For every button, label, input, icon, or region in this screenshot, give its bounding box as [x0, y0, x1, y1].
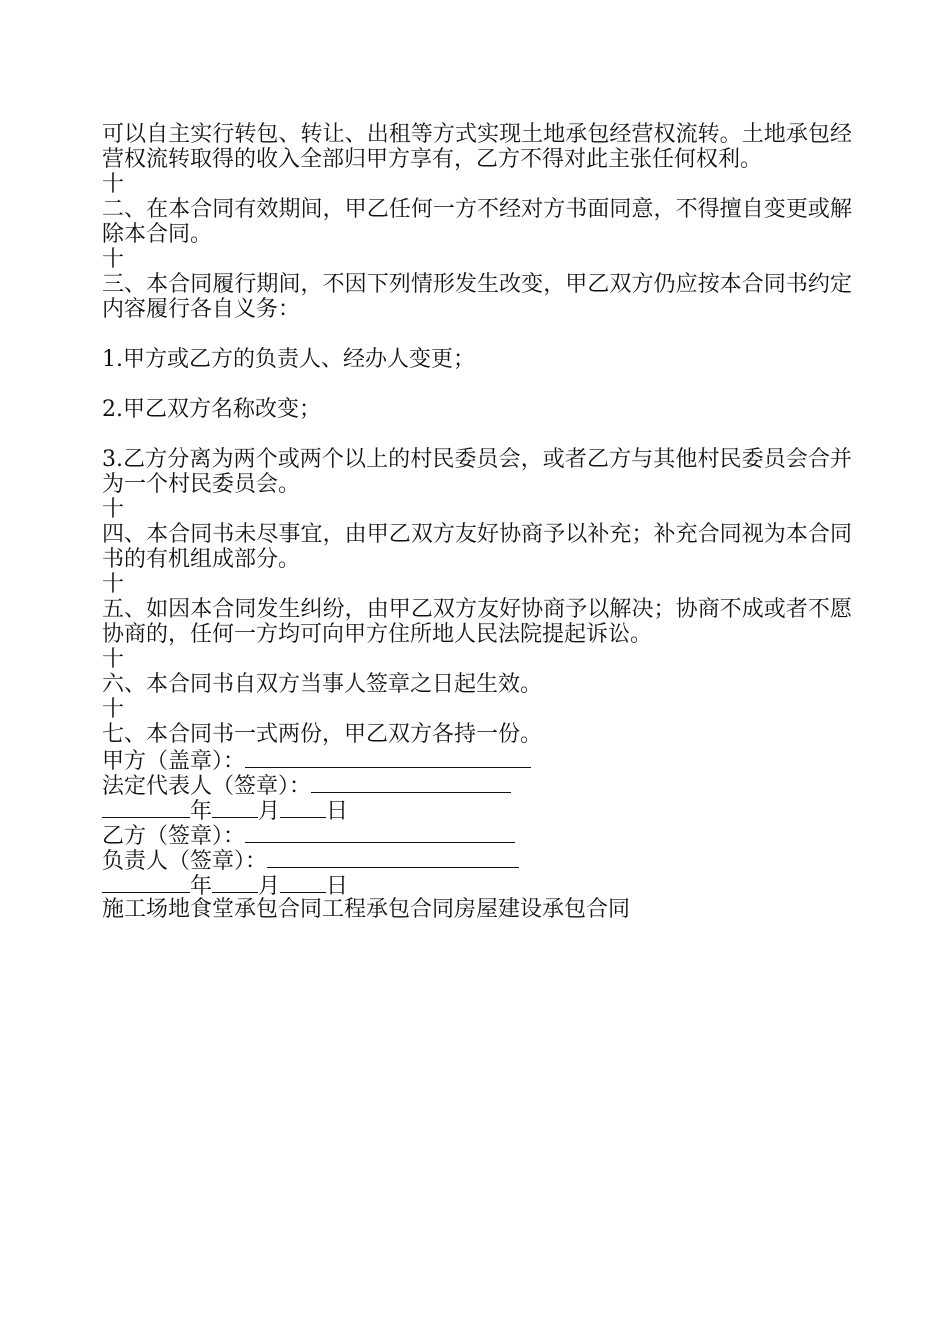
year-label: 年: [190, 874, 213, 899]
paragraph-article-3: 三、本合同履行期间，不因下列情形发生改变，甲乙双方仍应按本合同书约定内容履行各自义务：: [102, 272, 852, 322]
year-blank: [102, 872, 190, 893]
paragraph-article-4: 四、本合同书未尽事宜，由甲乙双方友好协商予以补充；补充合同视为本合同书的有机组成部分。: [102, 522, 852, 572]
day-blank: [280, 872, 326, 893]
party-a-label: 甲方（盖章）：: [102, 749, 246, 774]
year-blank: [102, 797, 190, 818]
month-blank: [212, 797, 258, 818]
spacer: [102, 372, 852, 397]
signature-party-b-rep: [102, 847, 852, 872]
separator-mark: 十: [102, 697, 125, 722]
list-item-3: 3.乙方分离为两个或两个以上的村民委员会，或者乙方与其他村民委员会合并为一个村民委员会。: [102, 447, 852, 497]
party-a-blank: [245, 747, 531, 768]
party-a-rep-label: 法定代表人（签章）：: [102, 774, 312, 799]
document-page: [102, 122, 852, 922]
footer-keywords: 施工场地食堂承包合同工程承包合同房屋建设承包合同: [102, 897, 631, 922]
list-item-2: 2.甲乙双方名称改变；: [102, 397, 321, 422]
separator-mark: 十: [102, 247, 125, 272]
party-b-rep-blank: [267, 847, 519, 868]
spacer: [102, 422, 852, 447]
list-item-1: 1.甲方或乙方的负责人、经办人变更；: [102, 347, 475, 372]
month-blank: [212, 872, 258, 893]
month-label: 月: [258, 874, 281, 899]
separator-mark: 十: [102, 572, 125, 597]
party-b-rep-label: 负责人（签章）：: [102, 849, 268, 874]
year-label: 年: [190, 799, 213, 824]
paragraph-article-7: 七、本合同书一式两份，甲乙双方各持一份。: [102, 722, 543, 747]
date-line-party-b: [102, 872, 852, 897]
party-a-rep-blank: [311, 772, 511, 793]
date-line-party-a: [102, 797, 852, 822]
paragraph-article-6: 六、本合同书自双方当事人签章之日起生效。: [102, 672, 543, 697]
signature-party-a-rep: [102, 772, 852, 797]
paragraph-article-5: 五、如因本合同发生纠纷，由甲乙双方友好协商予以解决；协商不成或者不愿协商的，任何一方均可向甲方住所地人民法院提起诉讼。: [102, 597, 852, 647]
party-b-blank: [245, 822, 515, 843]
paragraph-article-2: 二、在本合同有效期间，甲乙任何一方不经对方书面同意，不得擅自变更或解除本合同。: [102, 197, 852, 247]
month-label: 月: [258, 799, 281, 824]
paragraph-land-transfer: 可以自主实行转包、转让、出租等方式实现土地承包经营权流转。土地承包经营权流转取得的收入全部归甲方享有，乙方不得对此主张任何权利。: [102, 122, 852, 172]
party-b-label: 乙方（签章）：: [102, 824, 246, 849]
day-label: 日: [326, 799, 349, 824]
separator-mark: 十: [102, 172, 125, 197]
signature-party-a: [102, 747, 852, 772]
separator-mark: 十: [102, 647, 125, 672]
signature-party-b: [102, 822, 852, 847]
day-label: 日: [326, 874, 349, 899]
separator-mark: 十: [102, 497, 125, 522]
spacer: [102, 322, 852, 347]
day-blank: [280, 797, 326, 818]
